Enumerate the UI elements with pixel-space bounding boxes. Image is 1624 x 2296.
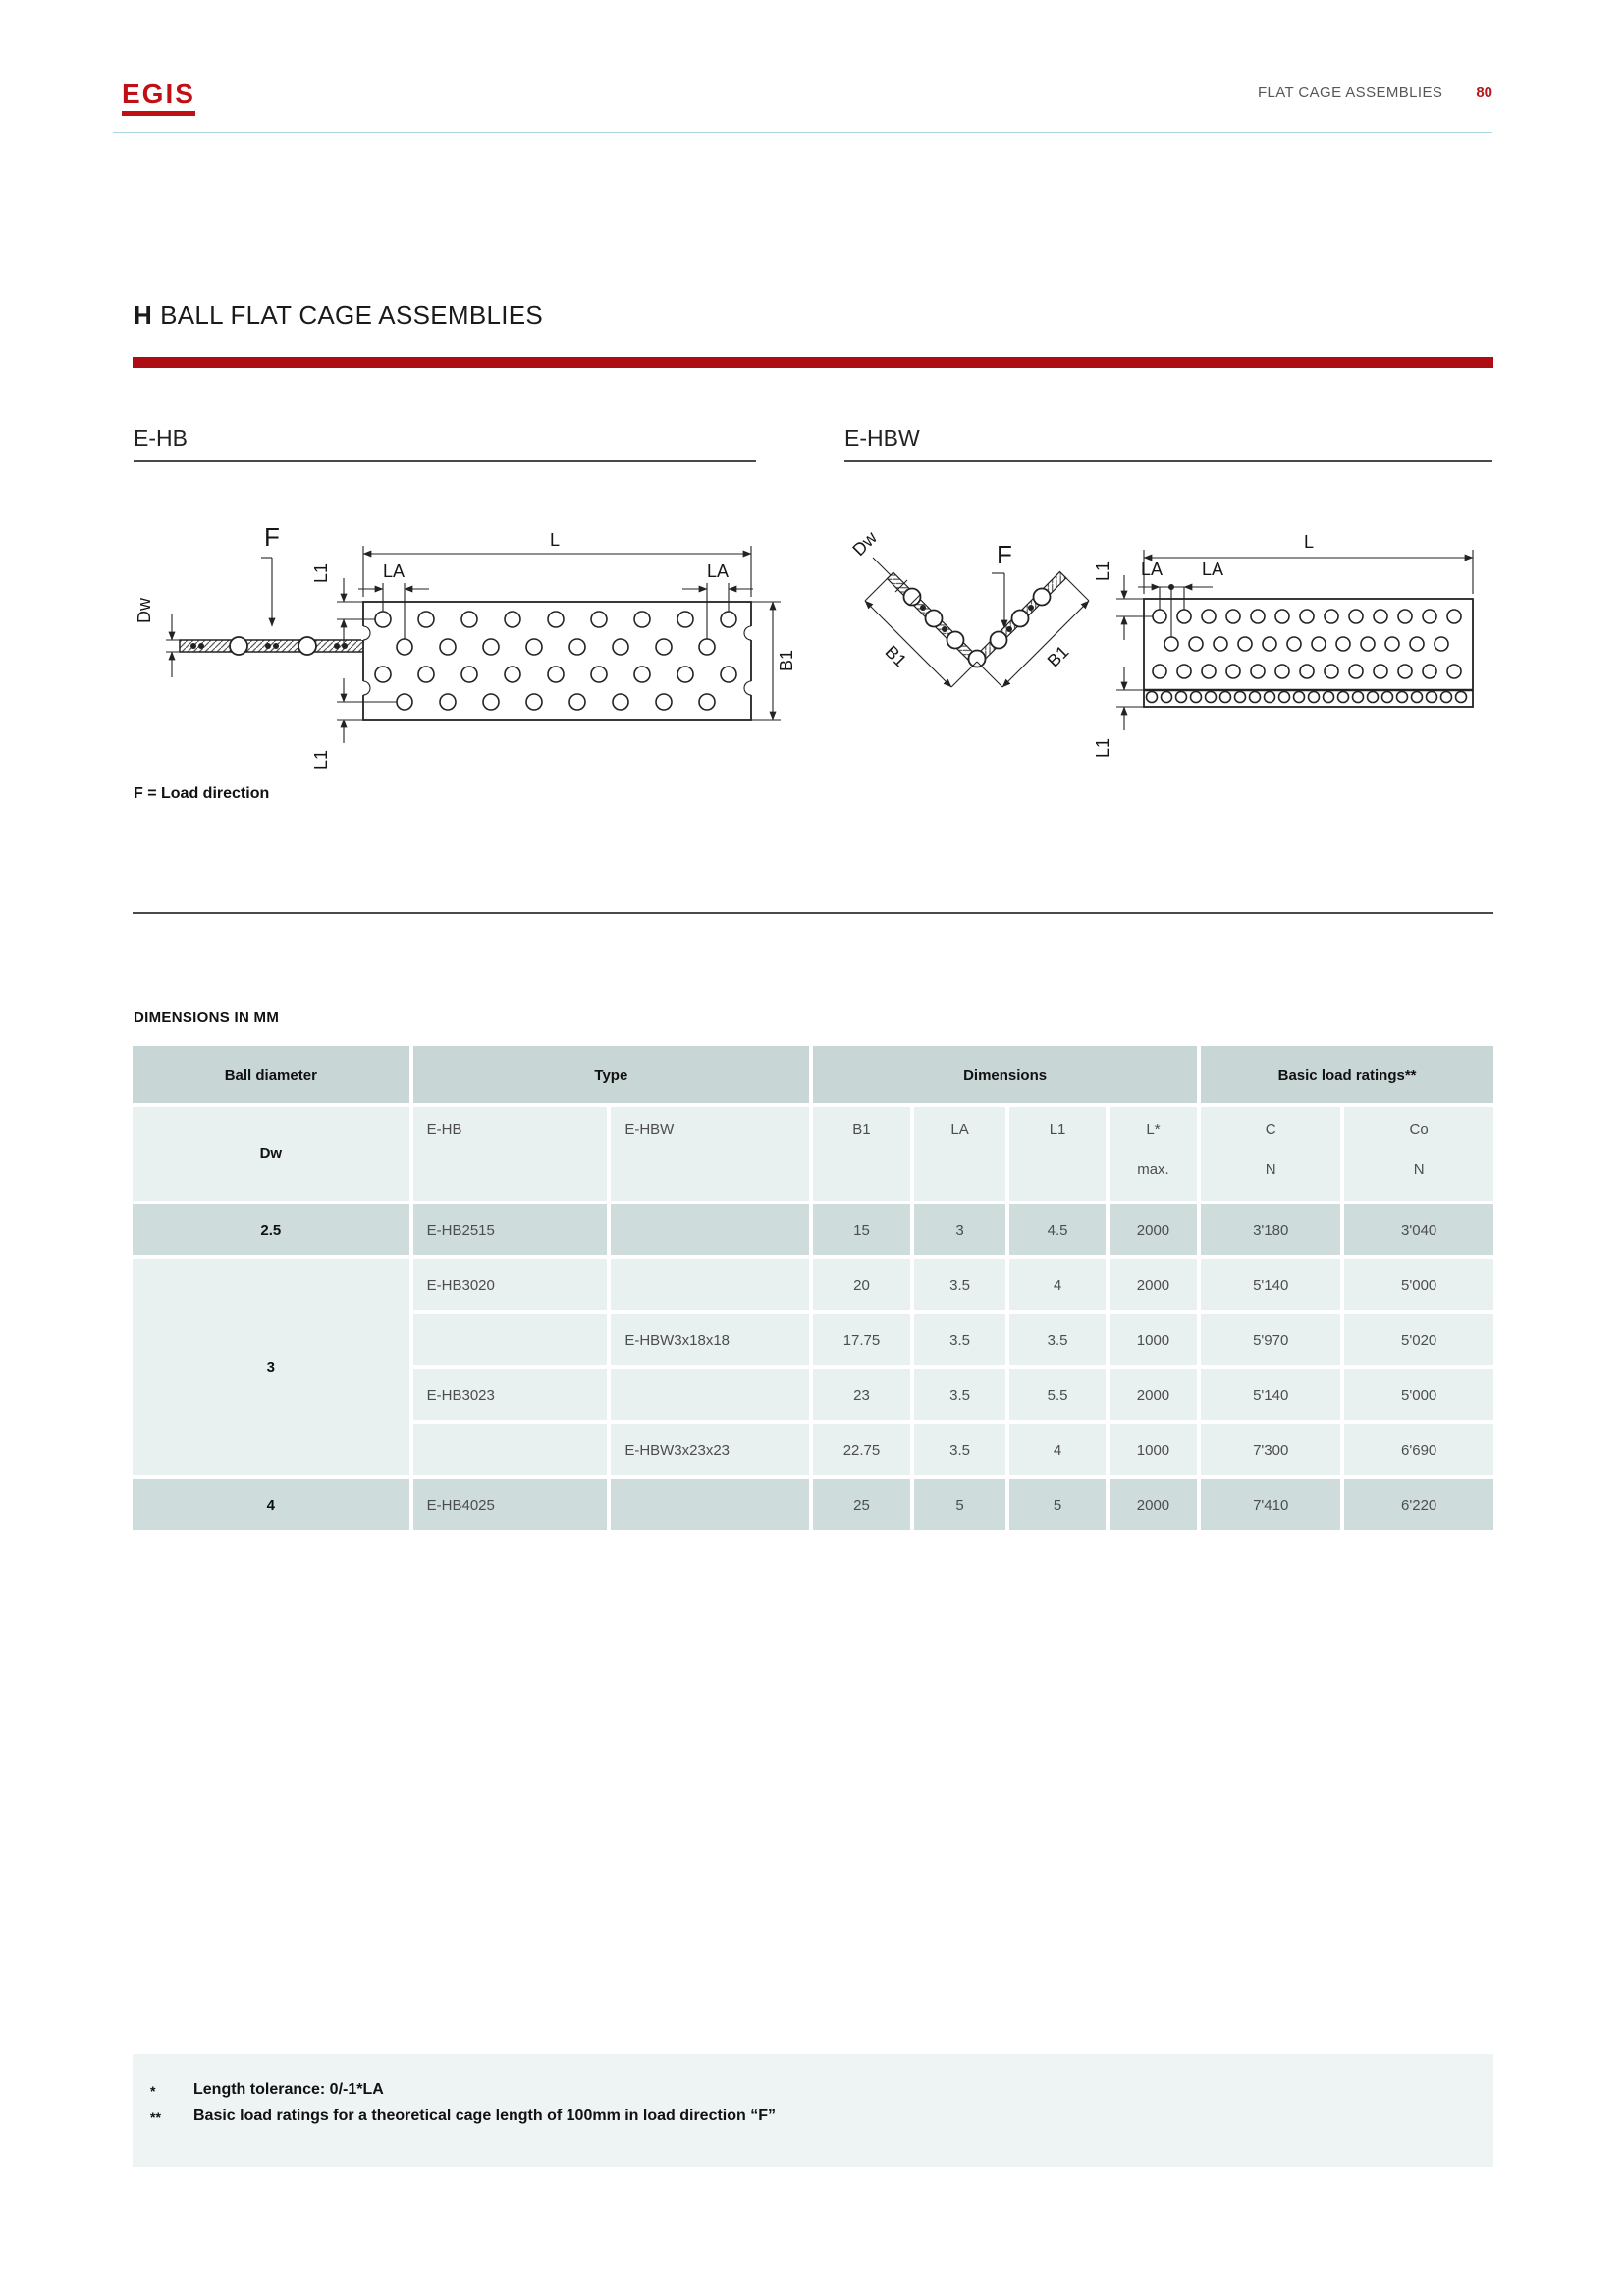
cell-dw: 3: [133, 1259, 409, 1475]
cell-type-hb: [413, 1314, 608, 1365]
cell-l-max: 1000: [1110, 1314, 1197, 1365]
load-direction-label: F: [997, 540, 1012, 569]
cell-dw: 2.5: [133, 1204, 409, 1255]
table-row: [133, 1204, 1493, 1255]
cell-l1: 4.5: [1009, 1204, 1105, 1255]
ball: [1012, 611, 1029, 627]
group-header-row: [133, 1046, 1493, 1103]
cell-b1: 25: [813, 1479, 910, 1530]
cell-type-hb: E-HB3020: [413, 1259, 608, 1310]
cell-l-max: 2000: [1110, 1369, 1197, 1420]
footnote: [133, 2099, 1493, 2125]
dim-label-l1: L1: [1093, 561, 1112, 582]
sub-header-e-hb: E-HB: [413, 1107, 608, 1201]
cell-l1: 3.5: [1009, 1314, 1105, 1365]
dim-label-dw: Dw: [135, 598, 154, 623]
cell-b1: 17.75: [813, 1314, 910, 1365]
group-header-type: Type: [413, 1046, 809, 1103]
table-row: [133, 1259, 1493, 1310]
sub-header-c-unit: N: [1265, 1161, 1276, 1178]
cell-type-hbw: E-HBW3x18x18: [611, 1314, 809, 1365]
e-hbw-side-view: [848, 527, 1089, 687]
cell-type-hbw: E-HBW3x23x23: [611, 1424, 809, 1475]
dim-label-la: LA: [382, 561, 406, 581]
cell-c: 7'410: [1201, 1479, 1340, 1530]
e-hbw-top-view: [1093, 532, 1473, 758]
sub-header-e-hbw: E-HBW: [611, 1107, 809, 1201]
group-header-dimensions: Dimensions: [813, 1046, 1197, 1103]
group-header-ball-diameter: Ball diameter: [133, 1046, 409, 1103]
sub-header-c: [1201, 1107, 1340, 1201]
cell-b1: 15: [813, 1204, 910, 1255]
cell-co: 3'040: [1344, 1204, 1493, 1255]
sub-header-co-unit: N: [1413, 1161, 1425, 1178]
dim-label-dw: Dw: [848, 527, 882, 561]
cell-type-hb: E-HB4025: [413, 1479, 608, 1530]
group-header-load-ratings: Basic load ratings**: [1201, 1046, 1493, 1103]
load-direction-label: F: [264, 522, 280, 552]
cell-l1: 4: [1009, 1259, 1105, 1310]
cell-la: 3.5: [914, 1369, 1005, 1420]
ball: [991, 632, 1007, 649]
ball: [230, 637, 247, 655]
cell-la: 3: [914, 1204, 1005, 1255]
cell-type-hb: E-HB3023: [413, 1369, 608, 1420]
dim-label-l1: L1: [1093, 737, 1112, 759]
cell-c: 5'140: [1201, 1369, 1340, 1420]
footnote-text: Basic load ratings for a theoretical cage length of 100mm in load direction “F”: [193, 2108, 777, 2124]
ball: [926, 611, 943, 627]
page-number: 80: [1476, 84, 1492, 101]
header-section-title: FLAT CAGE ASSEMBLIES: [1257, 84, 1443, 101]
cell-b1: 22.75: [813, 1424, 910, 1475]
title-text: BALL FLAT CAGE ASSEMBLIES: [160, 300, 544, 330]
footnote: [133, 2054, 1493, 2099]
section-heading-e-hb: E-HB: [134, 425, 188, 451]
cell-la: 3.5: [914, 1424, 1005, 1475]
cell-l1: 5.5: [1009, 1369, 1105, 1420]
sub-header-row: [133, 1107, 1493, 1201]
sub-header-dw: Dw: [133, 1107, 409, 1201]
cell-co: 6'690: [1344, 1424, 1493, 1475]
cell-type-hbw: [611, 1479, 809, 1530]
cell-c: 7'300: [1201, 1424, 1340, 1475]
sub-header-co: [1344, 1107, 1493, 1201]
dimensions-table: [129, 1042, 1497, 1534]
e-hb-top-view: [311, 530, 796, 770]
e-hb-drawing: [133, 489, 800, 803]
page-title: [134, 300, 543, 331]
cell-co: 5'000: [1344, 1259, 1493, 1310]
section-heading-e-hbw: E-HBW: [844, 425, 920, 451]
cell-b1: 23: [813, 1369, 910, 1420]
cell-la: 3.5: [914, 1259, 1005, 1310]
load-direction-note: F = Load direction: [134, 785, 270, 802]
dim-label-b1: B1: [881, 641, 911, 671]
dim-label-l: L: [1303, 532, 1315, 552]
sub-header-l-star: L*: [1146, 1121, 1161, 1138]
dim-label-la: LA: [1201, 560, 1224, 579]
dim-label-la: LA: [706, 561, 730, 581]
dim-label-l: L: [549, 530, 561, 550]
brand-logo: EGIS: [122, 80, 195, 116]
sub-header-co-label: Co: [1409, 1121, 1429, 1138]
cell-co: 6'220: [1344, 1479, 1493, 1530]
section-underline-e-hb: [134, 460, 756, 462]
cell-b1: 20: [813, 1259, 910, 1310]
cell-l-max: 2000: [1110, 1259, 1197, 1310]
footnote-marker: **: [150, 2109, 161, 2125]
cell-l-max: 2000: [1110, 1204, 1197, 1255]
cage-strip: [180, 640, 381, 652]
cell-dw: 4: [133, 1479, 409, 1530]
title-prefix: H: [134, 300, 153, 330]
cell-type-hbw: [611, 1204, 809, 1255]
section-underline-e-hbw: [844, 460, 1492, 462]
ball: [298, 637, 316, 655]
cell-type-hb: [413, 1424, 608, 1475]
sub-header-l-max: [1110, 1107, 1197, 1201]
title-accent-bar: [133, 357, 1493, 368]
sub-header-la: LA: [914, 1107, 1005, 1201]
page-header: [1258, 84, 1492, 101]
footnote-text: Length tolerance: 0/-1*LA: [193, 2081, 384, 2098]
cell-la: 5: [914, 1479, 1005, 1530]
ball: [969, 651, 986, 667]
cell-la: 3.5: [914, 1314, 1005, 1365]
footnote-panel: [133, 2054, 1493, 2167]
table-row: [133, 1479, 1493, 1530]
e-hbw-drawing: [830, 483, 1507, 807]
dim-label-la: LA: [1140, 560, 1164, 579]
cell-co: 5'000: [1344, 1369, 1493, 1420]
dim-label-b1: B1: [1043, 641, 1073, 671]
cell-c: 3'180: [1201, 1204, 1340, 1255]
dimensions-unit-note: DIMENSIONS IN MM: [134, 1009, 280, 1026]
dim-label-l1: L1: [311, 749, 331, 771]
cell-c: 5'140: [1201, 1259, 1340, 1310]
sub-header-b1: B1: [813, 1107, 910, 1201]
sub-header-l-star-unit: max.: [1137, 1161, 1169, 1178]
cell-l1: 4: [1009, 1424, 1105, 1475]
cell-type-hbw: [611, 1259, 809, 1310]
cell-l-max: 2000: [1110, 1479, 1197, 1530]
section-divider: [133, 912, 1493, 914]
cell-l1: 5: [1009, 1479, 1105, 1530]
ball: [1034, 589, 1051, 606]
dimensions-table-wrap: [129, 1042, 1497, 1534]
cell-l-max: 1000: [1110, 1424, 1197, 1475]
cell-type-hb: E-HB2515: [413, 1204, 608, 1255]
footnote-marker: *: [150, 2083, 156, 2099]
ball: [947, 632, 964, 649]
dim-label-b1: B1: [777, 649, 796, 672]
dim-label-l1: L1: [311, 562, 331, 584]
cell-c: 5'970: [1201, 1314, 1340, 1365]
header-divider: [113, 132, 1492, 133]
sub-header-l1: L1: [1009, 1107, 1105, 1201]
sub-header-c-label: C: [1265, 1121, 1276, 1138]
cell-type-hbw: [611, 1369, 809, 1420]
cell-co: 5'020: [1344, 1314, 1493, 1365]
